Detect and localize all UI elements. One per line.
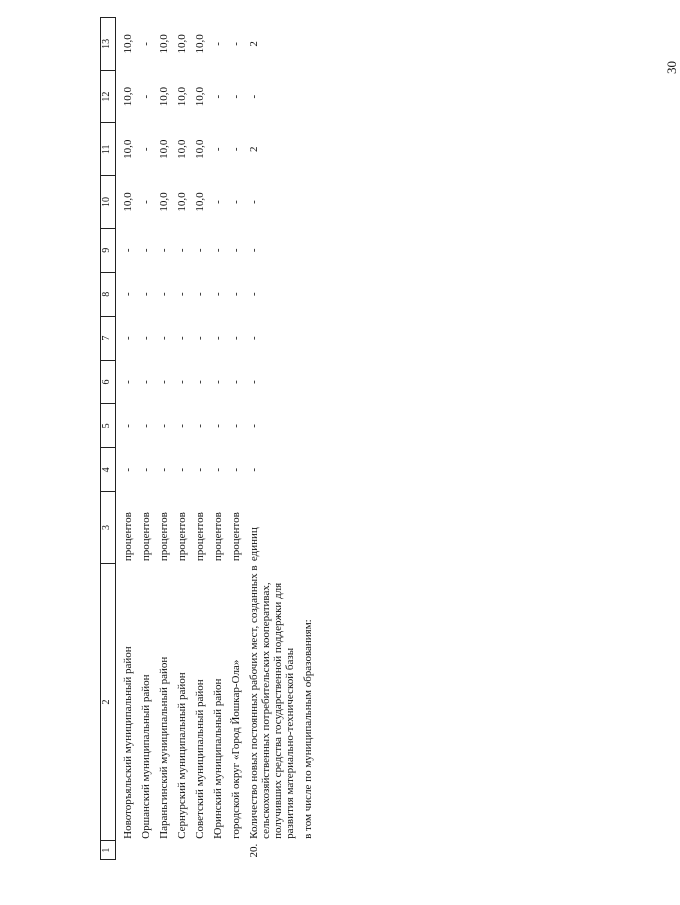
row-value: - [122,424,134,428]
row-value: - [176,336,188,340]
row-value: - [212,424,224,428]
row-value: - [158,248,170,253]
row-value: - [230,94,242,99]
row-name: Оршанский муниципальный район [140,674,152,839]
row-number [137,841,155,860]
row-value: - [248,200,260,204]
row-unit: процентов [140,512,152,562]
row-value: - [176,467,188,472]
column-header: 6 [101,360,116,404]
column-header: 4 [101,448,116,492]
row-name: Количество новых постоянных рабочих мест, созданных в сельскохозяйственных потребительских кооперативах, получивших средства государственной поддержки для развития материально-технической базы [248,565,296,839]
row-value: - [248,292,260,297]
row-name: в том числе по муниципальным образованиям: [302,619,314,839]
column-header: 11 [101,123,116,176]
column-header: 12 [101,70,116,123]
row-value: - [122,467,134,472]
row-name: Новоторъяльский муниципальный район [122,646,134,839]
row-value [299,123,317,176]
indicators-table [100,17,317,860]
column-header: 7 [101,316,116,360]
row-value: - [248,336,260,340]
row-number [227,841,245,860]
header-row [101,18,116,860]
row-value: - [230,292,242,297]
row-value: - [122,336,134,340]
table-row [155,18,173,860]
column-header: 10 [101,176,116,229]
row-value [299,272,317,316]
row-value [299,404,317,448]
row-unit: процентов [158,512,170,562]
row-value: - [140,248,152,253]
table-row [209,18,227,860]
row-name: городской округ «Город Йошкар-Ола» [230,659,242,839]
row-value: - [212,94,224,99]
row-value: - [212,248,224,253]
row-value: - [212,336,224,340]
row-number [116,841,138,860]
row-value: - [230,336,242,340]
row-value: 10,0 [158,139,170,159]
row-value [299,176,317,229]
column-header: 8 [101,272,116,316]
row-value: - [248,380,260,384]
row-name: Советский муниципальный район [194,679,206,839]
row-value: - [230,42,242,46]
row-value: - [194,336,206,340]
column-header: 3 [101,492,116,563]
row-name: Сернурский муниципальный район [176,672,188,839]
row-number [209,841,227,860]
row-value: - [158,467,170,472]
row-unit: процентов [176,512,188,562]
row-value: - [140,147,152,152]
row-unit: процентов [230,512,242,562]
row-value: - [140,94,152,99]
column-header: 2 [101,563,116,841]
row-unit [299,492,317,563]
row-value: 10,0 [176,192,188,212]
page-number: 30 [664,61,679,74]
table-row [137,18,155,860]
row-value [299,70,317,123]
row-value: - [158,336,170,340]
table-row [299,18,317,860]
row-value: - [212,292,224,297]
row-value: - [212,200,224,204]
row-value: 10,0 [176,139,188,159]
row-value: 10,0 [176,34,188,54]
row-value: - [194,380,206,384]
row-number [191,841,209,860]
row-name: Параньгинский муниципальный район [158,656,170,839]
row-value: - [230,380,242,384]
row-value: - [194,467,206,472]
row-value: - [158,380,170,384]
column-header: 5 [101,404,116,448]
row-unit: процентов [212,512,224,562]
row-value: - [176,380,188,384]
row-value: - [230,424,242,428]
row-value: 10,0 [158,192,170,212]
table-row [173,18,191,860]
row-number [299,841,317,860]
row-value: - [194,292,206,297]
row-value [299,228,317,272]
rotated-table-container [100,17,540,860]
row-value [299,18,317,71]
row-value: 10,0 [122,34,134,54]
row-value: - [248,248,260,253]
row-value: 10,0 [194,192,206,212]
row-value: - [158,424,170,428]
row-value: - [140,467,152,472]
row-value: - [230,248,242,253]
column-header: 9 [101,228,116,272]
row-value: - [176,248,188,253]
row-value: 2 [248,41,260,47]
row-number [155,841,173,860]
row-unit: процентов [194,512,206,562]
row-number [173,841,191,860]
row-value: - [122,380,134,384]
row-value: 10,0 [176,86,188,107]
row-unit: единиц [248,527,260,562]
row-value: - [248,424,260,428]
row-value: - [140,200,152,204]
row-value: - [122,248,134,253]
row-value: - [212,380,224,384]
row-value: - [176,424,188,428]
row-value: - [212,147,224,152]
row-value: - [140,42,152,46]
row-value: - [122,292,134,297]
row-value: 10,0 [194,34,206,54]
row-value: 10,0 [158,34,170,54]
row-value: 10,0 [194,86,206,107]
row-value: - [230,147,242,152]
table-row [245,18,299,860]
row-value: 10,0 [194,139,206,159]
row-value: 10,0 [158,86,170,107]
table-row [227,18,245,860]
row-value: - [140,292,152,297]
row-value: - [140,424,152,428]
row-value: - [212,42,224,46]
row-value: - [140,336,152,340]
column-header: 13 [101,18,116,71]
row-value: 10,0 [122,86,134,107]
row-value: - [158,292,170,297]
row-value: - [230,467,242,472]
row-number: 20. [248,843,260,858]
row-value [299,448,317,492]
table-row [191,18,209,860]
row-value: - [212,467,224,472]
row-unit: процентов [122,512,134,562]
row-value: 10,0 [122,139,134,159]
row-value [299,316,317,360]
table-body [116,18,318,860]
row-value [299,360,317,404]
row-name: Юринский муниципальный район [212,678,224,839]
table-row [116,18,138,860]
row-value: - [140,380,152,384]
row-value: 2 [248,146,260,153]
row-value: - [194,424,206,428]
row-value: - [248,467,260,472]
row-value: - [176,292,188,297]
row-value: - [230,200,242,204]
row-value: - [248,94,260,99]
row-value: - [194,248,206,253]
column-header: 1 [101,841,116,860]
row-value: 10,0 [122,192,134,212]
